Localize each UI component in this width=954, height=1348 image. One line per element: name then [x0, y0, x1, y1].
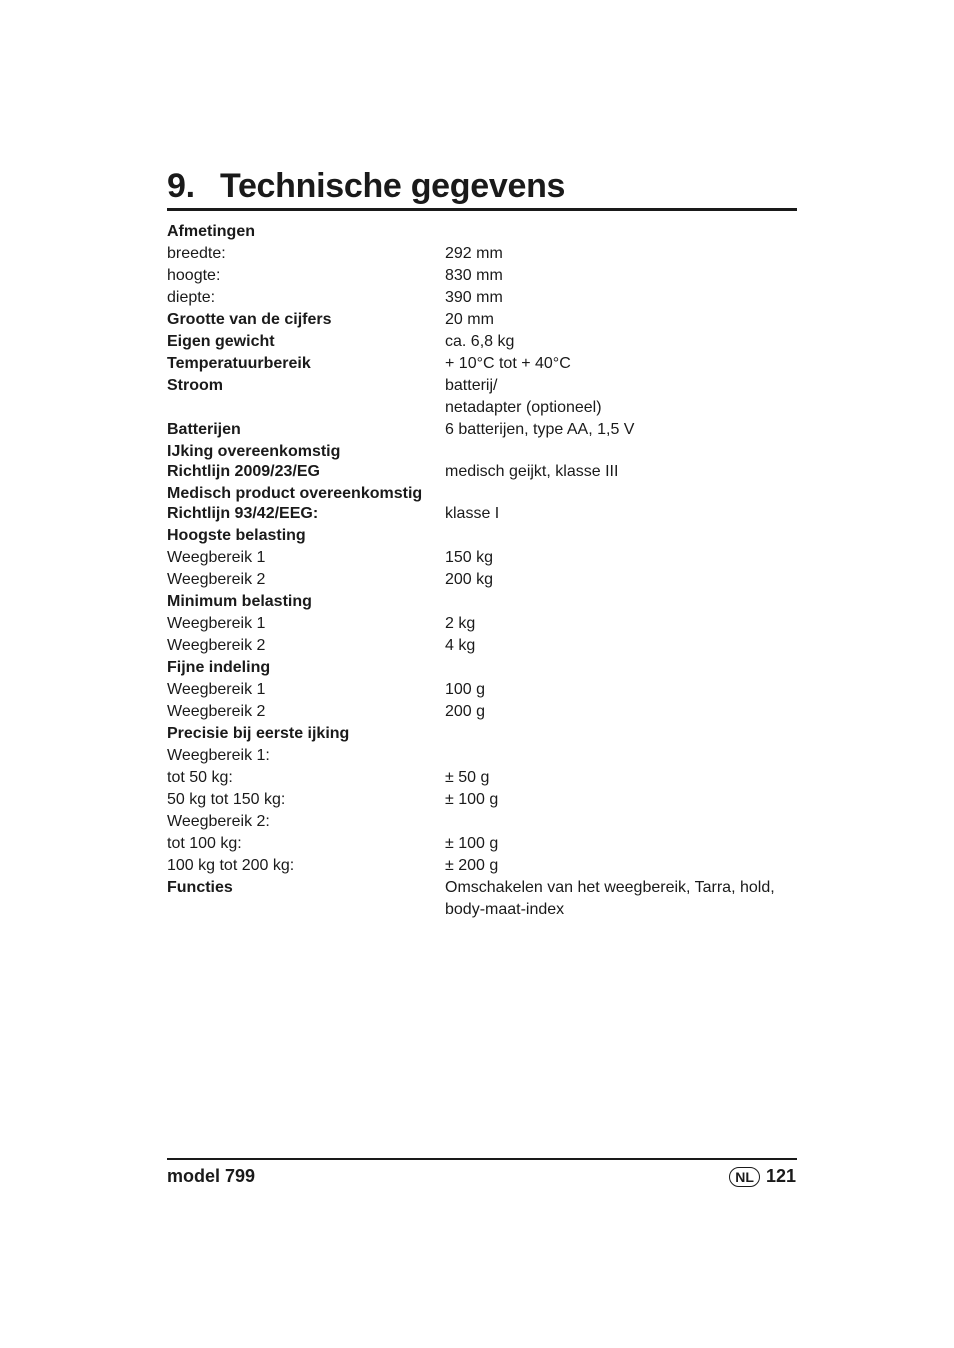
spec-label: Weegbereik 2: — [167, 813, 270, 830]
spec-row — [167, 461, 797, 483]
spec-row — [167, 243, 797, 265]
spec-value: + 10°C tot + 40°C — [445, 355, 571, 372]
spec-label: breedte: — [167, 245, 226, 262]
title-rule — [167, 208, 797, 211]
spec-label: Eigen gewicht — [167, 333, 275, 350]
spec-label: Weegbereik 2 — [167, 703, 266, 720]
spec-row — [167, 309, 797, 331]
spec-row — [167, 745, 797, 767]
spec-row — [167, 613, 797, 635]
footer-page-info — [729, 1166, 796, 1187]
spec-row — [167, 353, 797, 375]
spec-label: Precisie bij eerste ijking — [167, 725, 350, 742]
page-title — [167, 166, 565, 206]
spec-row — [167, 375, 797, 397]
spec-value: ± 100 g — [445, 791, 499, 808]
spec-row — [167, 833, 797, 855]
spec-value: 292 mm — [445, 245, 503, 262]
spec-row — [167, 701, 797, 723]
section-number: 9. — [167, 167, 195, 205]
spec-value: 2 kg — [445, 615, 476, 632]
spec-row — [167, 855, 797, 877]
spec-label: Fijne indeling — [167, 659, 271, 676]
spec-row — [167, 483, 797, 503]
spec-value: 4 kg — [445, 637, 476, 654]
spec-label: Richtlijn 2009/23/EG — [167, 463, 320, 480]
spec-label: Weegbereik 2 — [167, 637, 266, 654]
spec-row — [167, 419, 797, 441]
spec-label: Weegbereik 1 — [167, 681, 266, 698]
language-badge: NL — [729, 1167, 760, 1187]
spec-row — [167, 287, 797, 309]
spec-value: 390 mm — [445, 289, 503, 306]
spec-value: Omschakelen van het weegbereik, Tarra, hold, — [445, 879, 775, 896]
spec-value: ± 100 g — [445, 835, 499, 852]
spec-label: Weegbereik 1 — [167, 549, 266, 566]
spec-row — [167, 503, 797, 525]
spec-value: body-maat-index — [445, 901, 565, 918]
footer-model: model 799 — [167, 1166, 256, 1186]
spec-row — [167, 547, 797, 569]
spec-label: 50 kg tot 150 kg: — [167, 791, 286, 808]
spec-row — [167, 899, 797, 921]
spec-label: diepte: — [167, 289, 216, 306]
spec-row — [167, 525, 797, 547]
spec-value: 6 batterijen, type AA, 1,5 V — [445, 421, 635, 438]
spec-label: Weegbereik 2 — [167, 571, 266, 588]
spec-label: hoogte: — [167, 267, 221, 284]
spec-value: 20 mm — [445, 311, 494, 328]
spec-label: Temperatuurbereik — [167, 355, 311, 372]
spec-row — [167, 767, 797, 789]
spec-value: 150 kg — [445, 549, 494, 566]
spec-value: 830 mm — [445, 267, 503, 284]
spec-row — [167, 331, 797, 353]
spec-value: batterij/ — [445, 377, 498, 394]
spec-row — [167, 265, 797, 287]
spec-row — [167, 723, 797, 745]
spec-value: netadapter (optioneel) — [445, 399, 602, 416]
spec-row — [167, 679, 797, 701]
spec-row — [167, 789, 797, 811]
spec-label: Weegbereik 1 — [167, 615, 266, 632]
spec-label: Afmetingen — [167, 223, 255, 240]
section-title: Technische gegevens — [220, 167, 566, 205]
spec-label: Grootte van de cijfers — [167, 311, 332, 328]
spec-row — [167, 811, 797, 833]
spec-row — [167, 877, 797, 899]
spec-label: IJking overeenkomstig — [167, 443, 341, 460]
spec-value: 100 g — [445, 681, 486, 698]
spec-label: Medisch product overeenkomstig — [167, 485, 423, 502]
spec-label: Weegbereik 1: — [167, 747, 270, 764]
page-number: 121 — [765, 1166, 796, 1186]
spec-label: Richtlijn 93/42/EEG: — [167, 505, 319, 522]
spec-row — [167, 569, 797, 591]
spec-label: tot 100 kg: — [167, 835, 242, 852]
spec-value: klasse I — [445, 505, 500, 522]
footer-rule — [167, 1158, 797, 1160]
spec-label: Hoogste belasting — [167, 527, 306, 544]
spec-value: ± 200 g — [445, 857, 499, 874]
spec-table — [167, 221, 797, 921]
spec-row — [167, 635, 797, 657]
spec-label: Stroom — [167, 377, 223, 394]
spec-row — [167, 657, 797, 679]
spec-row — [167, 397, 797, 419]
spec-value: ca. 6,8 kg — [445, 333, 515, 350]
spec-value: medisch geijkt, klasse III — [445, 463, 619, 480]
spec-label: Batterijen — [167, 421, 241, 438]
spec-value: 200 kg — [445, 571, 494, 588]
spec-label: 100 kg tot 200 kg: — [167, 857, 295, 874]
spec-value: 200 g — [445, 703, 486, 720]
spec-row — [167, 441, 797, 461]
spec-row — [167, 591, 797, 613]
spec-row — [167, 221, 797, 243]
spec-value: ± 50 g — [445, 769, 490, 786]
spec-label: Minimum belasting — [167, 593, 312, 610]
spec-label: tot 50 kg: — [167, 769, 233, 786]
spec-label: Functies — [167, 879, 233, 896]
